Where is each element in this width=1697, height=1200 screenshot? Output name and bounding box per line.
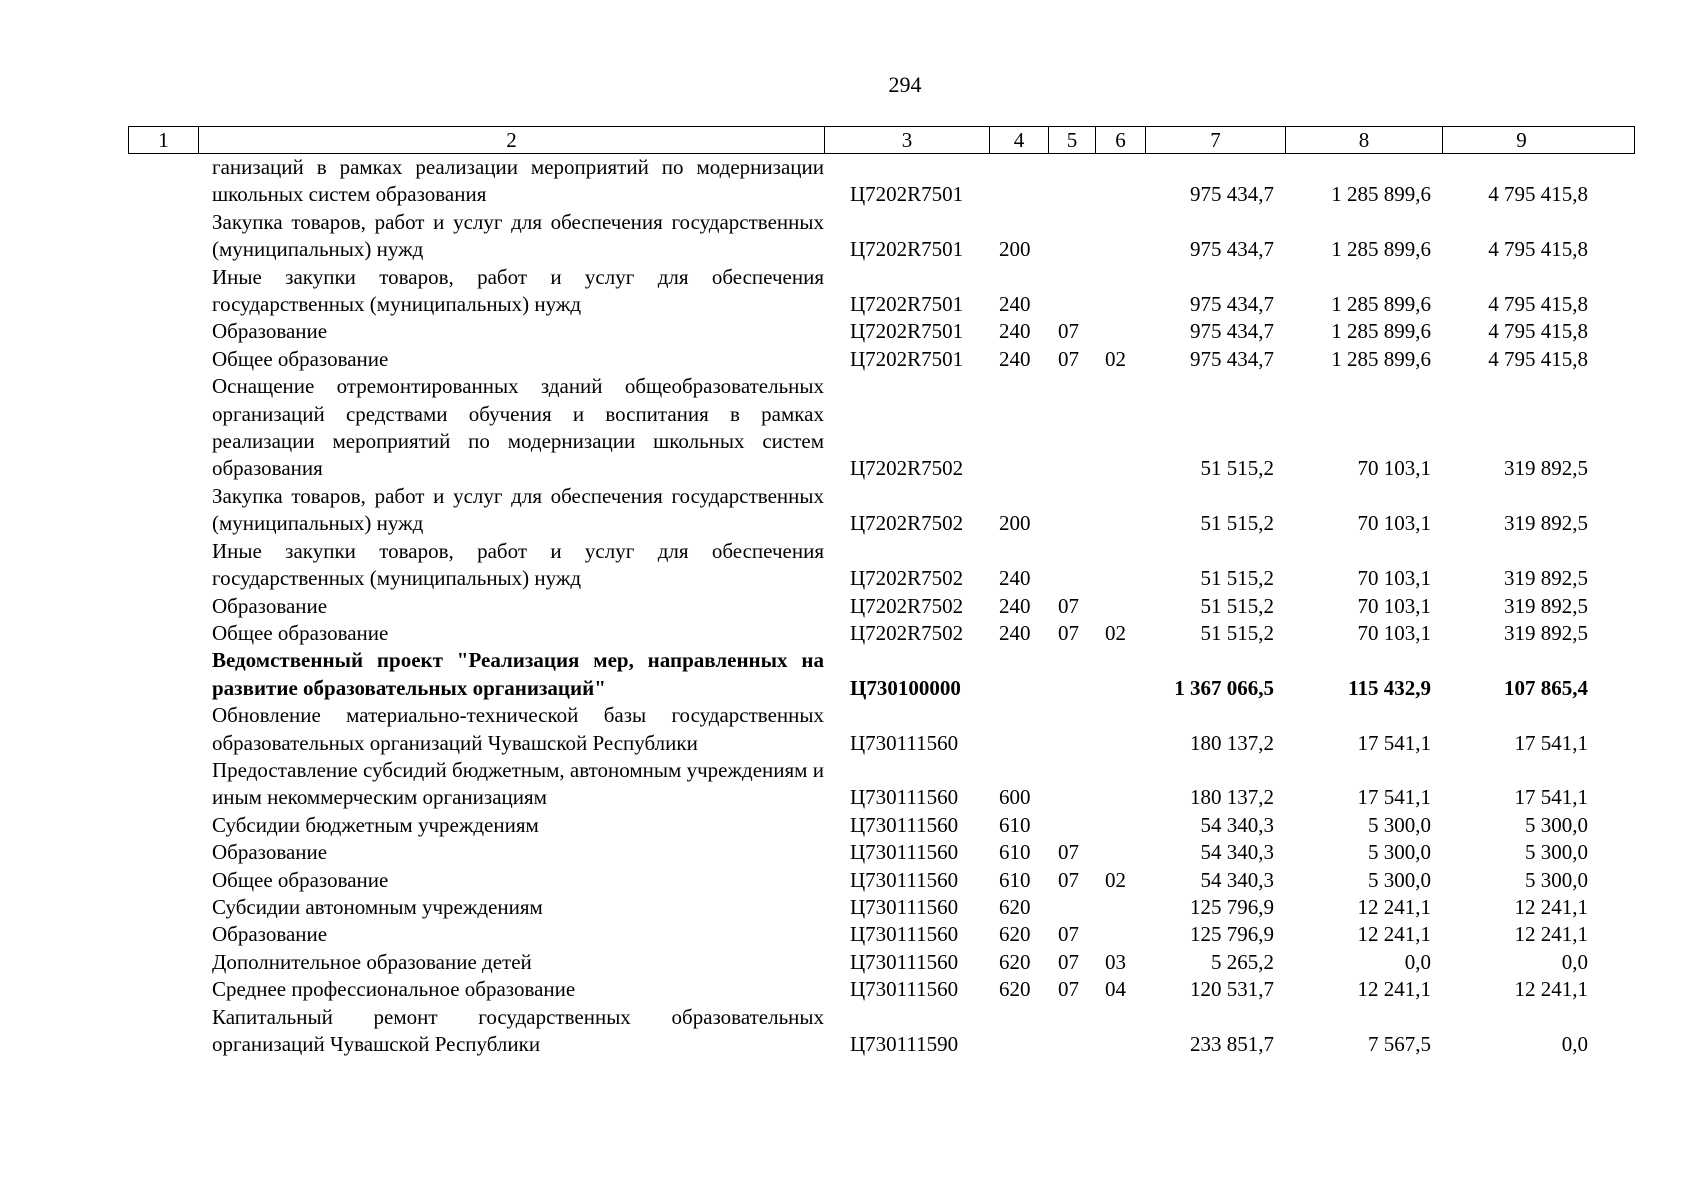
expense-type: 240 <box>999 346 1031 371</box>
header-col-6: 6 <box>1096 127 1146 153</box>
amount-col-8: 1 285 899,6 <box>1331 292 1431 317</box>
row-name: Оснащение отремонтированных зданий общеобразовательных организаций средствами обучения и воспитания в рамках реализации мероприятий по модернизации школьных систем образования <box>212 374 824 481</box>
amount-col-9: 17 541,1 <box>1514 785 1588 810</box>
amount-col-7: 975 434,7 <box>1190 346 1274 371</box>
target-code: Ц730111560 <box>850 840 959 865</box>
amount-col-9: 107 865,4 <box>1504 675 1588 700</box>
amount-col-8: 5 300,0 <box>1368 840 1431 865</box>
row-name: Образование <box>212 593 328 618</box>
amount-col-7: 975 434,7 <box>1190 319 1274 344</box>
table-row <box>128 346 1635 373</box>
amount-col-9: 319 892,5 <box>1504 593 1588 618</box>
table-row <box>128 976 1635 1003</box>
header-col-3: 3 <box>825 127 990 153</box>
row-name: Общее образование <box>212 620 389 645</box>
amount-col-8: 17 541,1 <box>1357 730 1431 755</box>
row-name: Закупка товаров, работ и услуг для обеспечения государственных (муниципальных) нужд <box>212 209 824 262</box>
expense-type: 610 <box>999 840 1031 865</box>
table-row <box>128 1004 1635 1059</box>
amount-col-8: 70 103,1 <box>1357 566 1431 591</box>
header-col-1: 1 <box>129 127 199 153</box>
amount-col-9: 319 892,5 <box>1504 620 1588 645</box>
section: 07 <box>1058 977 1079 1002</box>
expense-type: 200 <box>999 511 1031 536</box>
target-code: Ц7202R7502 <box>850 511 964 536</box>
row-name: Общее образование <box>212 346 389 371</box>
amount-col-8: 5 300,0 <box>1368 812 1431 837</box>
table-row <box>128 702 1635 757</box>
amount-col-7: 51 515,2 <box>1200 566 1274 591</box>
amount-col-7: 125 796,9 <box>1190 922 1274 947</box>
header-col-7: 7 <box>1146 127 1286 153</box>
target-code: Ц730111560 <box>850 730 959 755</box>
section: 07 <box>1058 346 1079 371</box>
table-row <box>128 154 1635 209</box>
target-code: Ц7202R7502 <box>850 566 964 591</box>
expense-type: 240 <box>999 620 1031 645</box>
target-code: Ц7202R7501 <box>850 319 964 344</box>
amount-col-8: 1 285 899,6 <box>1331 237 1431 262</box>
target-code: Ц730111590 <box>850 1032 959 1056</box>
amount-col-9: 319 892,5 <box>1504 456 1588 481</box>
target-code: Ц730111560 <box>850 785 959 810</box>
table-row <box>128 839 1635 866</box>
target-code: Ц7202R7501 <box>850 292 964 317</box>
amount-col-9: 0,0 <box>1561 949 1588 974</box>
amount-col-9: 4 795 415,8 <box>1488 237 1588 262</box>
amount-col-8: 12 241,1 <box>1357 922 1431 947</box>
section: 07 <box>1058 949 1079 974</box>
amount-col-9: 319 892,5 <box>1504 566 1588 591</box>
row-name: Обновление материально-технической базы государственных образовательных организаций Чувашской Республики <box>212 703 824 755</box>
header-col-4: 4 <box>990 127 1049 153</box>
table-row <box>128 757 1635 812</box>
target-code: Ц730111560 <box>850 922 959 947</box>
expense-type: 610 <box>999 812 1031 837</box>
expense-type: 240 <box>999 292 1031 317</box>
table-row <box>128 483 1635 538</box>
subsection: 04 <box>1105 977 1126 1002</box>
expense-type: 620 <box>999 922 1031 947</box>
row-name: Дополнительное образование детей <box>212 949 532 974</box>
header-col-5: 5 <box>1049 127 1096 153</box>
target-code: Ц7202R7502 <box>850 620 964 645</box>
amount-col-9: 4 795 415,8 <box>1488 292 1588 317</box>
amount-col-8: 70 103,1 <box>1357 620 1431 645</box>
table-body <box>128 154 1635 1058</box>
table-row <box>128 620 1635 647</box>
table-row <box>128 264 1635 319</box>
amount-col-7: 51 515,2 <box>1200 456 1274 481</box>
expense-type: 240 <box>999 593 1031 618</box>
row-name: Капитальный ремонт государственных образовательных организаций Чувашской Республики <box>212 1004 824 1056</box>
amount-col-9: 12 241,1 <box>1514 922 1588 947</box>
table-row <box>128 373 1635 483</box>
expense-type: 610 <box>999 867 1031 892</box>
amount-col-8: 5 300,0 <box>1368 867 1431 892</box>
expense-type: 620 <box>999 894 1031 919</box>
table-row <box>128 647 1635 702</box>
target-code: Ц7202R7501 <box>850 237 964 262</box>
header-col-8: 8 <box>1286 127 1443 153</box>
row-name: Иные закупки товаров, работ и услуг для обеспечения государственных (муниципальных) нужд <box>212 538 824 591</box>
amount-col-9: 4 795 415,8 <box>1488 182 1588 207</box>
table-row <box>128 812 1635 839</box>
amount-col-9: 4 795 415,8 <box>1488 319 1588 344</box>
table-row <box>128 318 1635 345</box>
amount-col-9: 0,0 <box>1561 1032 1588 1056</box>
target-code: Ц730111560 <box>850 894 959 919</box>
amount-col-8: 12 241,1 <box>1357 894 1431 919</box>
section: 07 <box>1058 593 1079 618</box>
amount-col-8: 12 241,1 <box>1357 977 1431 1002</box>
target-code: Ц7202R7502 <box>850 456 964 481</box>
page-number: 294 <box>888 72 922 97</box>
amount-col-8: 17 541,1 <box>1357 785 1431 810</box>
target-code: Ц7202R7501 <box>850 182 964 207</box>
amount-col-8: 115 432,9 <box>1348 675 1431 700</box>
target-code: Ц730111560 <box>850 812 959 837</box>
target-code: Ц730111560 <box>850 977 959 1002</box>
amount-col-7: 975 434,7 <box>1190 237 1274 262</box>
row-name: Образование <box>212 922 328 947</box>
target-code: Ц7202R7502 <box>850 593 964 618</box>
row-name: Закупка товаров, работ и услуг для обеспечения государственных (муниципальных) нужд <box>212 483 824 536</box>
row-name: Образование <box>212 319 328 344</box>
amount-col-7: 233 851,7 <box>1190 1032 1274 1056</box>
section: 07 <box>1058 620 1079 645</box>
row-name: Иные закупки товаров, работ и услуг для обеспечения государственных (муниципальных) нужд <box>212 264 824 317</box>
amount-col-7: 5 265,2 <box>1211 949 1274 974</box>
amount-col-7: 1 367 066,5 <box>1174 675 1274 700</box>
subsection: 02 <box>1105 867 1126 892</box>
expense-type: 200 <box>999 237 1031 262</box>
amount-col-8: 0,0 <box>1404 949 1431 974</box>
table-row <box>128 867 1635 894</box>
expense-type: 600 <box>999 785 1031 810</box>
amount-col-8: 70 103,1 <box>1357 511 1431 536</box>
amount-col-8: 7 567,5 <box>1368 1032 1431 1056</box>
amount-col-7: 975 434,7 <box>1190 182 1274 207</box>
row-name: ганизаций в рамках реализации мероприятий по модернизации школьных систем образования <box>212 155 824 207</box>
table-row <box>128 593 1635 620</box>
section: 07 <box>1058 867 1079 892</box>
table-row <box>128 538 1635 593</box>
section: 07 <box>1058 319 1079 344</box>
expense-type: 240 <box>999 319 1031 344</box>
amount-col-7: 180 137,2 <box>1190 785 1274 810</box>
table-row <box>128 209 1635 264</box>
amount-col-9: 5 300,0 <box>1525 812 1588 837</box>
amount-col-9: 319 892,5 <box>1504 511 1588 536</box>
amount-col-7: 51 515,2 <box>1200 620 1274 645</box>
amount-col-9: 12 241,1 <box>1514 894 1588 919</box>
row-name: Ведомственный проект "Реализация мер, направленных на развитие образовательных организаций" <box>212 648 824 700</box>
amount-col-9: 4 795 415,8 <box>1488 346 1588 371</box>
amount-col-7: 54 340,3 <box>1200 867 1274 892</box>
target-code: Ц730100000 <box>850 675 961 700</box>
table-row <box>128 921 1635 948</box>
amount-col-8: 1 285 899,6 <box>1331 346 1431 371</box>
table-row <box>128 949 1635 976</box>
table-header <box>128 126 1635 154</box>
amount-col-7: 125 796,9 <box>1190 894 1274 919</box>
expense-type: 620 <box>999 977 1031 1002</box>
amount-col-8: 70 103,1 <box>1357 456 1431 481</box>
amount-col-9: 5 300,0 <box>1525 840 1588 865</box>
target-code: Ц7202R7501 <box>850 346 964 371</box>
amount-col-7: 54 340,3 <box>1200 812 1274 837</box>
target-code: Ц730111560 <box>850 867 959 892</box>
amount-col-9: 12 241,1 <box>1514 977 1588 1002</box>
amount-col-7: 120 531,7 <box>1190 977 1274 1002</box>
amount-col-9: 5 300,0 <box>1525 867 1588 892</box>
subsection: 02 <box>1105 346 1126 371</box>
amount-col-7: 975 434,7 <box>1190 292 1274 317</box>
amount-col-8: 70 103,1 <box>1357 593 1431 618</box>
row-name: Субсидии бюджетным учреждениям <box>212 812 539 837</box>
amount-col-8: 1 285 899,6 <box>1331 182 1431 207</box>
header-col-2: 2 <box>199 127 825 153</box>
row-name: Предоставление субсидий бюджетным, автономным учреждениям и иным некоммерческим организациям <box>212 757 824 810</box>
amount-col-9: 17 541,1 <box>1514 730 1588 755</box>
subsection: 03 <box>1105 949 1126 974</box>
expense-type: 620 <box>999 949 1031 974</box>
row-name: Среднее профессиональное образование <box>212 977 576 1002</box>
subsection: 02 <box>1105 620 1126 645</box>
row-name: Общее образование <box>212 867 389 892</box>
target-code: Ц730111560 <box>850 949 959 974</box>
expense-type: 240 <box>999 566 1031 591</box>
amount-col-7: 51 515,2 <box>1200 511 1274 536</box>
amount-col-7: 51 515,2 <box>1200 593 1274 618</box>
row-name: Образование <box>212 840 328 865</box>
amount-col-8: 1 285 899,6 <box>1331 319 1431 344</box>
table-row <box>128 894 1635 921</box>
header-col-9: 9 <box>1516 128 1527 152</box>
amount-col-7: 54 340,3 <box>1200 840 1274 865</box>
section: 07 <box>1058 840 1079 865</box>
row-name: Субсидии автономным учреждениям <box>212 894 543 919</box>
section: 07 <box>1058 922 1079 947</box>
amount-col-7: 180 137,2 <box>1190 730 1274 755</box>
